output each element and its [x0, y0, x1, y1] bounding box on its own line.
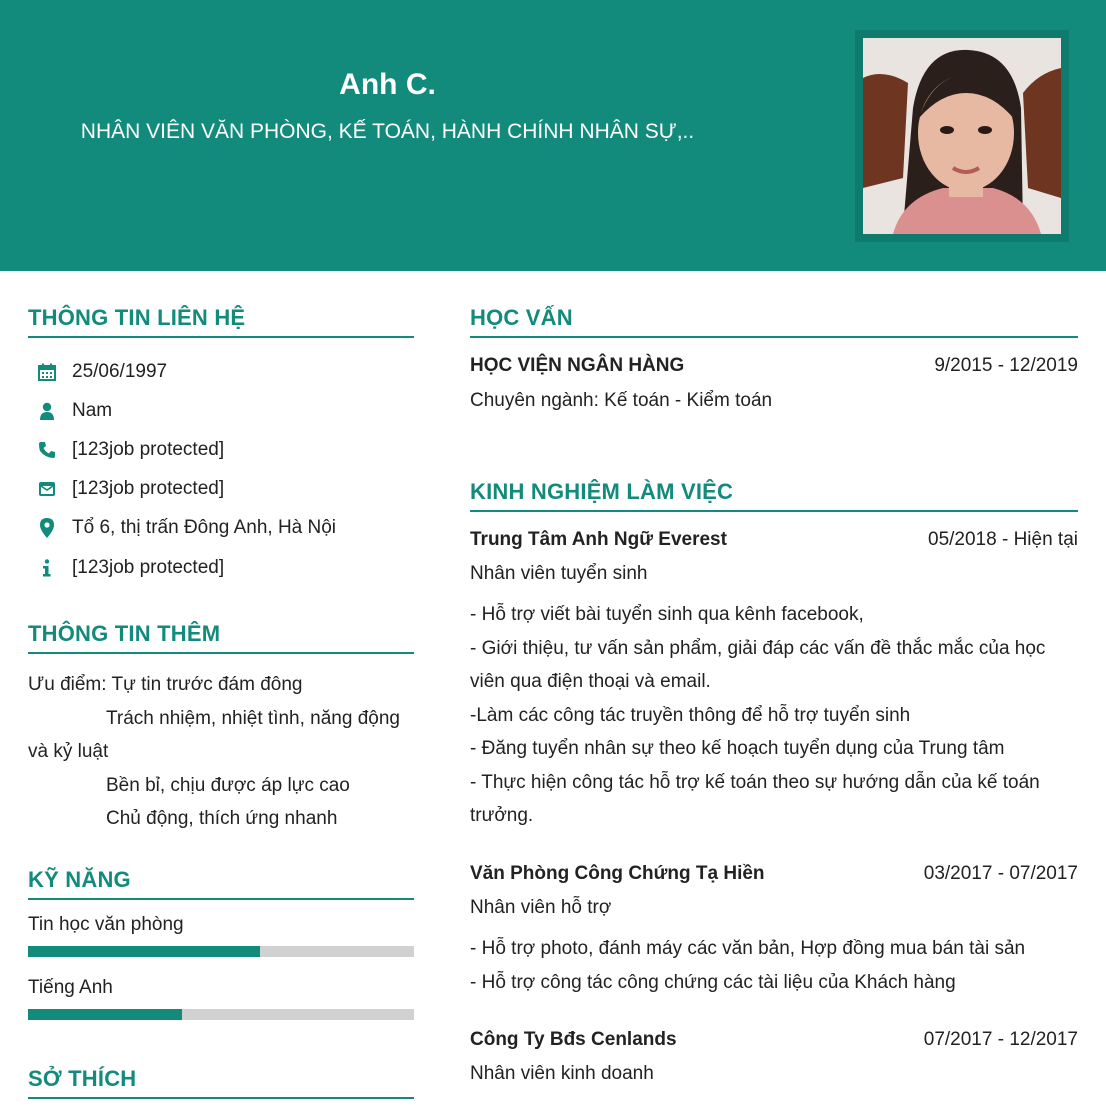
education-heading: HỌC VẤN: [470, 305, 1078, 338]
candidate-name: Anh C.: [339, 68, 436, 101]
job-duty: - Đăng tuyển nhân sự theo kế hoạch tuyển dụng của Trung tâm: [470, 738, 1005, 759]
contact-email-text: [123job protected]: [72, 478, 225, 500]
job-position: Nhân viên hỗ trợ: [470, 896, 612, 918]
location-icon: [28, 517, 66, 539]
extra-line: Ưu điểm: Tự tin trước đám đông: [28, 674, 303, 696]
info-icon: [28, 557, 66, 579]
job-duty: viên qua điện thoại và email.: [470, 671, 711, 692]
profile-photo-frame: [855, 30, 1069, 242]
job-duty: - Giới thiệu, tư vấn sản phẩm, giải đáp các vấn đề thắc mắc của học: [470, 637, 1046, 659]
hobbies-heading: SỞ THÍCH: [28, 1066, 414, 1099]
job-description: [470, 598, 1078, 833]
skills-heading: KỸ NĂNG: [28, 867, 414, 900]
extra-line: Trách nhiệm, nhiệt tình, năng động: [106, 707, 400, 729]
school-name: HỌC VIỆN NGÂN HÀNG: [470, 355, 685, 376]
contact-phone-text: [123job protected]: [72, 438, 225, 460]
job-company: Văn Phòng Công Chứng Tạ Hiền: [470, 862, 765, 884]
extra-line: Chủ động, thích ứng nhanh: [106, 808, 338, 830]
job-description: [470, 932, 1078, 999]
education-row: [470, 355, 1078, 377]
job-header: [470, 529, 1078, 551]
contact-gender-text: Nam: [72, 399, 113, 421]
job-duty: - Hỗ trợ viết bài tuyển sinh qua kênh facebook,: [470, 604, 864, 625]
job-duty: - Hỗ trợ công tác công chứng các tài liệu của Khách hàng: [470, 971, 956, 993]
skill-bar-fill: [28, 946, 260, 957]
skill-name: Tin học văn phòng: [28, 913, 184, 935]
email-icon: [28, 478, 66, 500]
skill-name: Tiếng Anh: [28, 976, 113, 998]
contact-gender: [28, 391, 414, 430]
contact-heading: THÔNG TIN LIÊN HỆ: [28, 305, 414, 338]
profile-photo: [863, 38, 1061, 234]
job-duty: - Hỗ trợ photo, đánh máy các văn bản, Hợp đồng mua bán tài sản: [470, 938, 1026, 959]
job-company: Công Ty Bđs Cenlands: [470, 1029, 677, 1050]
contact-address: [28, 509, 414, 548]
extra-heading: THÔNG TIN THÊM: [28, 621, 414, 654]
extra-info: [28, 668, 414, 836]
left-column: [28, 305, 414, 1099]
education-period: 9/2015 - 12/2019: [934, 355, 1078, 376]
job-duty: -Làm các công tác truyền thông để hỗ trợ tuyển sinh: [470, 704, 911, 726]
job-period: 05/2018 - Hiện tại: [928, 528, 1078, 550]
right-column: [470, 305, 1078, 1091]
education-major: Chuyên ngành: Kế toán - Kiểm toán: [470, 390, 773, 411]
header-banner: [0, 0, 1106, 271]
job-header: [470, 863, 1078, 885]
calendar-icon: [28, 361, 66, 383]
contact-phone: [28, 430, 414, 469]
candidate-title: NHÂN VIÊN VĂN PHÒNG, KẾ TOÁN, HÀNH CHÍNH NHÂN SỰ,..: [80, 120, 695, 143]
job-duty: trưởng.: [470, 805, 534, 826]
contact-birthdate-text: 25/06/1997: [72, 360, 168, 382]
job-header: [470, 1029, 1078, 1051]
job-position: Nhân viên tuyển sinh: [470, 562, 648, 584]
extra-line: và kỷ luật: [28, 741, 109, 763]
job-position: Nhân viên kinh doanh: [470, 1063, 654, 1084]
skill-bar-fill: [28, 1009, 182, 1020]
job-company: Trung Tâm Anh Ngữ Everest: [470, 528, 727, 550]
job-period: 03/2017 - 07/2017: [923, 862, 1078, 884]
experience-heading: KINH NGHIỆM LÀM VIỆC: [470, 479, 1078, 512]
contact-birthdate: [28, 352, 414, 391]
contact-address-text: Tổ 6, thị trấn Đông Anh, Hà Nội: [72, 517, 337, 539]
skill-bar: [28, 1009, 414, 1020]
contact-other-text: [123job protected]: [72, 556, 225, 578]
job-period: 07/2017 - 12/2017: [923, 1029, 1078, 1050]
user-icon: [28, 400, 66, 422]
contact-list: [28, 352, 414, 587]
extra-line: Bền bỉ, chịu được áp lực cao: [106, 774, 350, 796]
job-duty: - Thực hiện công tác hỗ trợ kế toán theo sự hướng dẫn của kế toán: [470, 771, 1040, 793]
skill-bar: [28, 946, 414, 957]
phone-icon: [28, 439, 66, 461]
contact-email: [28, 470, 414, 509]
contact-other: [28, 548, 414, 587]
